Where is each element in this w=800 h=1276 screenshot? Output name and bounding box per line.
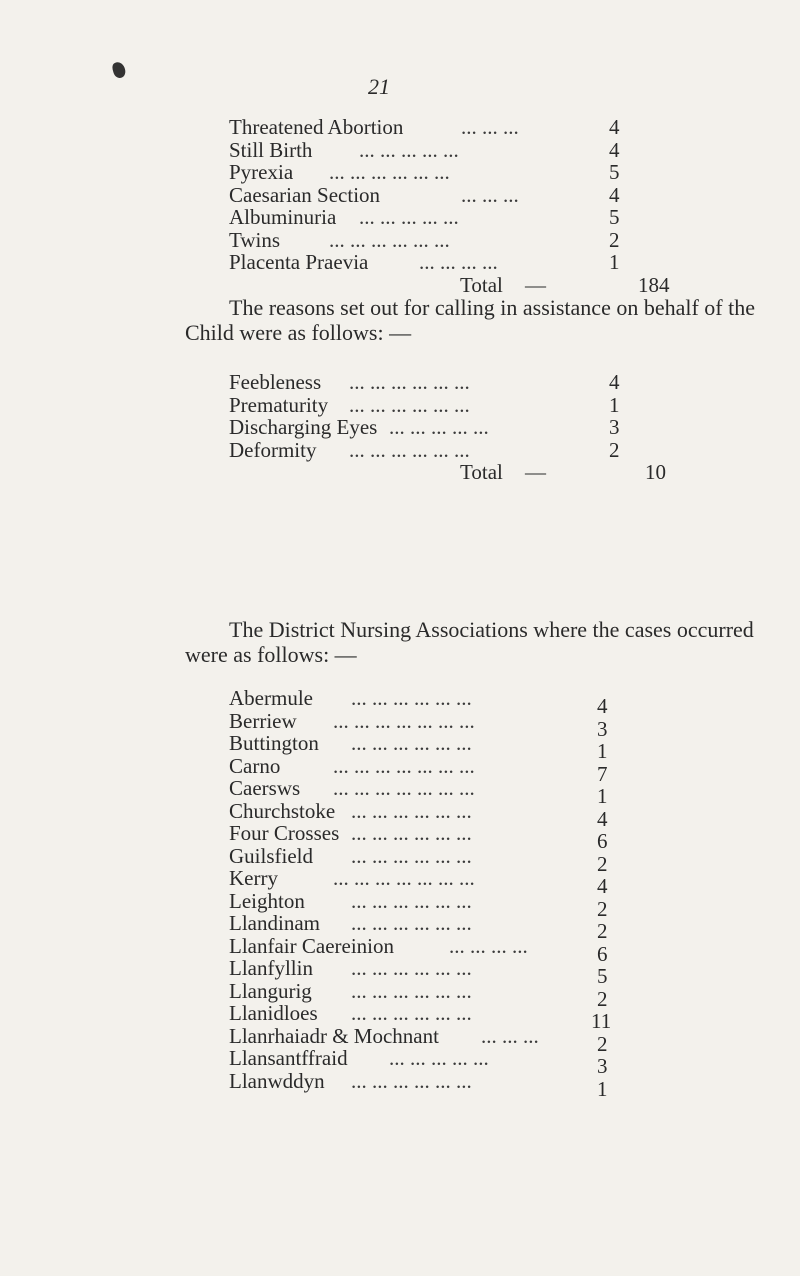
row-value: 1 xyxy=(597,739,608,763)
row-label: Prematurity xyxy=(229,392,329,417)
row-value: 3 xyxy=(597,716,608,741)
row-leader: ... ... ... ... ... ... xyxy=(349,370,470,394)
row-leader: ... ... ... ... ... ... xyxy=(351,956,472,980)
associations-intro-line-2: were as follows: — xyxy=(185,642,357,667)
row-leader: ... ... ... xyxy=(461,182,519,207)
total-label: Total xyxy=(460,460,503,484)
row-value: 5 xyxy=(609,205,620,229)
table-row xyxy=(229,956,669,988)
table-row xyxy=(229,686,669,718)
table-row xyxy=(229,250,669,273)
row-label: Llangurig xyxy=(229,978,312,1003)
row-value: 2 xyxy=(597,919,608,943)
child-intro-paragraph-2 xyxy=(185,320,411,345)
table-row xyxy=(229,978,669,1011)
row-label: Threatened Abortion xyxy=(229,115,404,139)
table-row xyxy=(229,776,669,808)
associations-intro-line-1: The District Nursing Associations where the cases occurred xyxy=(229,617,754,642)
table-row xyxy=(229,821,669,853)
table-row xyxy=(229,731,669,763)
row-label: Llanfair Caereinion xyxy=(229,933,395,958)
row-value: 4 xyxy=(609,137,620,162)
row-leader: ... ... ... ... ... xyxy=(389,1046,489,1070)
row-label: Discharging Eyes xyxy=(229,415,378,439)
row-label: Guilsfield xyxy=(229,843,313,868)
total-dash: — xyxy=(525,460,546,484)
row-leader: ... ... ... ... ... ... xyxy=(351,911,472,935)
row-label: Llanrhaiadr & Mochnant xyxy=(229,1023,439,1048)
table-row xyxy=(229,798,669,831)
row-leader: ... ... ... ... ... ... ... xyxy=(333,708,475,733)
row-value: 2 xyxy=(609,227,620,252)
child-causes-table xyxy=(229,370,669,488)
table-row xyxy=(229,708,669,741)
row-leader: ... ... ... ... ... xyxy=(359,137,459,162)
row-label: Llanwddyn xyxy=(229,1068,325,1093)
associations-intro-paragraph xyxy=(229,617,754,642)
total-row xyxy=(229,460,669,488)
table-row xyxy=(229,393,669,416)
row-value: 4 xyxy=(597,874,608,898)
row-leader: ... ... ... ... ... ... ... xyxy=(333,776,475,800)
row-label: Buttington xyxy=(229,731,319,755)
row-label: Carno xyxy=(229,753,281,778)
row-leader: ... ... ... ... ... ... ... xyxy=(333,753,475,778)
table-row xyxy=(229,138,669,161)
row-label: Caersws xyxy=(229,776,301,800)
row-leader: ... ... ... ... xyxy=(449,933,528,958)
row-leader: ... ... ... ... ... ... ... xyxy=(333,866,475,890)
row-value: 1 xyxy=(597,784,608,808)
table-row xyxy=(229,753,669,786)
row-value: 4 xyxy=(609,115,620,139)
row-value: 2 xyxy=(597,851,608,876)
page-number: 21 xyxy=(368,74,390,99)
row-label: Kerry xyxy=(229,866,278,890)
row-leader: ... ... ... ... ... ... xyxy=(351,1068,472,1093)
row-value: 6 xyxy=(597,941,608,966)
row-label: Churchstoke xyxy=(229,798,336,823)
child-intro-paragraph xyxy=(229,295,755,320)
row-value: 3 xyxy=(609,415,620,439)
row-label: Still Birth xyxy=(229,137,313,162)
table-row xyxy=(229,438,669,461)
row-leader: ... ... ... ... ... ... xyxy=(351,843,472,868)
table-row xyxy=(229,1001,669,1033)
row-leader: ... ... ... ... ... xyxy=(389,415,489,439)
row-label: Leighton xyxy=(229,888,305,913)
table-row xyxy=(229,1068,669,1101)
row-leader: ... ... ... ... ... ... xyxy=(329,160,450,184)
total-label: Total xyxy=(460,272,503,297)
row-label: Albuminuria xyxy=(229,205,337,229)
row-label: Llanfyllin xyxy=(229,956,313,980)
row-leader: ... ... ... ... ... ... xyxy=(351,798,472,823)
table-row xyxy=(229,1046,669,1078)
row-leader: ... ... ... ... ... ... xyxy=(329,227,450,252)
associations-table xyxy=(229,686,669,1101)
table-row xyxy=(229,866,669,898)
row-leader: ... ... ... ... ... ... xyxy=(351,888,472,913)
associations-intro-paragraph-2 xyxy=(185,642,357,667)
row-label: Four Crosses xyxy=(229,821,340,845)
row-value: 2 xyxy=(597,896,608,921)
row-value: 2 xyxy=(609,437,620,462)
table-row xyxy=(229,183,669,206)
row-label: Feebleness xyxy=(229,370,322,394)
row-value: 7 xyxy=(597,761,608,786)
total-dash: — xyxy=(525,272,546,297)
row-label: Llansantffraid xyxy=(229,1046,348,1070)
row-label: Llanidloes xyxy=(229,1001,318,1025)
row-value: 1 xyxy=(597,1076,608,1101)
row-value: 2 xyxy=(597,986,608,1011)
row-leader: ... ... ... xyxy=(481,1023,539,1048)
row-value: 4 xyxy=(609,182,620,207)
row-leader: ... ... ... ... ... xyxy=(359,205,459,229)
table-row xyxy=(229,228,669,251)
row-leader: ... ... ... ... ... ... xyxy=(351,731,472,755)
row-value: 6 xyxy=(597,829,608,853)
row-label: Llandinam xyxy=(229,911,320,935)
table-row xyxy=(229,415,669,438)
table-row xyxy=(229,911,669,943)
row-value: 5 xyxy=(609,160,620,184)
child-intro-line-1: The reasons set out for calling in assistance on behalf of the xyxy=(229,295,756,320)
row-label: Berriew xyxy=(229,708,297,733)
table-row xyxy=(229,370,669,393)
row-value: 4 xyxy=(597,694,608,718)
total-value: 10 xyxy=(645,460,666,484)
row-leader: ... ... ... ... ... ... xyxy=(351,686,472,710)
row-value: 2 xyxy=(597,1031,608,1056)
row-leader: ... ... ... ... ... ... xyxy=(351,821,472,845)
row-leader: ... ... ... ... xyxy=(419,250,498,274)
child-intro-line-2: Child were as follows: — xyxy=(185,320,412,345)
row-value: 11 xyxy=(591,1009,612,1033)
row-leader: ... ... ... xyxy=(461,115,519,139)
row-leader: ... ... ... ... ... ... xyxy=(351,1001,472,1025)
row-label: Pyrexia xyxy=(229,160,294,184)
row-value: 4 xyxy=(609,370,620,394)
table-row xyxy=(229,933,669,966)
row-label: Twins xyxy=(229,227,281,252)
total-value: 184 xyxy=(638,272,670,297)
table-row xyxy=(229,115,669,138)
table-row xyxy=(229,843,669,876)
table-row xyxy=(229,160,669,183)
row-label: Deformity xyxy=(229,437,317,462)
row-leader: ... ... ... ... ... ... xyxy=(351,978,472,1003)
row-leader: ... ... ... ... ... ... xyxy=(349,437,470,462)
table-row xyxy=(229,888,669,921)
row-label: Caesarian Section xyxy=(229,182,381,207)
row-leader: ... ... ... ... ... ... xyxy=(349,392,470,417)
row-label: Abermule xyxy=(229,686,313,710)
row-value: 4 xyxy=(597,806,608,831)
row-value: 5 xyxy=(597,964,608,988)
ink-blot xyxy=(111,61,127,80)
row-value: 1 xyxy=(609,392,620,417)
row-label: Placenta Praevia xyxy=(229,250,369,274)
table-row xyxy=(229,1023,669,1056)
row-value: 1 xyxy=(609,250,620,274)
table-row xyxy=(229,205,669,228)
mother-causes-table xyxy=(229,115,669,301)
row-value: 3 xyxy=(597,1054,608,1078)
